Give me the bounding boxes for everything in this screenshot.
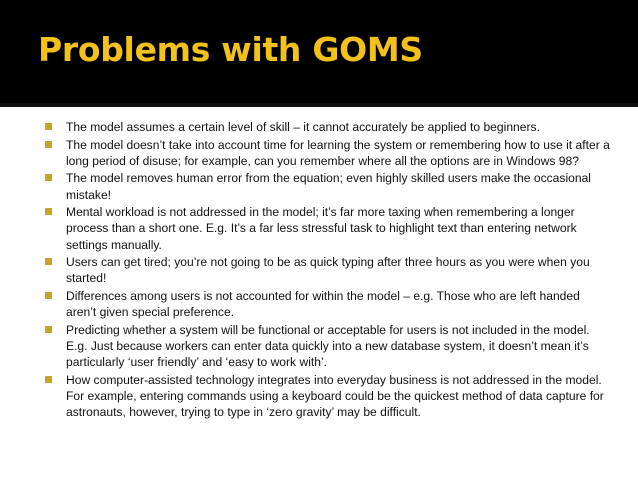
square-bullet-icon — [45, 141, 52, 148]
square-bullet-icon — [45, 174, 52, 181]
bullet-item — [45, 204, 610, 253]
bullet-list — [45, 119, 610, 422]
bullet-text: Predicting whether a system will be functional or acceptable for users is not included in the model. E.g. Just because workers can enter data quickly into a new database system, it doesn’t mean it’s particularly ‘user friendly’ and ‘easy to work with’. — [66, 322, 590, 370]
square-bullet-icon — [45, 208, 52, 215]
bullet-text: Mental workload is not addressed in the model; it’s far more taxing when remembering a longer process than a short one. E.g. It’s a far less stressful task to highlight text than entering network settings manually. — [66, 205, 577, 252]
square-bullet-icon — [45, 258, 52, 265]
bullet-item — [45, 254, 610, 286]
square-bullet-icon — [45, 123, 52, 130]
square-bullet-icon — [45, 292, 52, 299]
bullet-item — [45, 119, 610, 135]
slide-title: Problems with GOMS — [38, 30, 423, 69]
bullet-item — [45, 372, 610, 421]
bullet-item — [45, 288, 610, 320]
title-bar — [0, 0, 638, 104]
bullet-text: How computer-assisted technology integrates into everyday business is not addressed in the model. For example, entering commands using a keyboard could be the quickest method of data capture for astronauts, however, trying to type in ‘zero gravity’ may be difficult. — [66, 372, 604, 420]
bullet-item — [45, 170, 610, 202]
bullet-item — [45, 322, 610, 371]
bullet-text: The model removes human error from the equation; even highly skilled users make the occasional mistake! — [66, 171, 591, 202]
bullet-item — [45, 137, 610, 169]
bullet-text: The model assumes a certain level of skill – it cannot accurately be applied to beginners. — [66, 120, 540, 134]
square-bullet-icon — [45, 376, 52, 383]
bullet-text: Users can get tired; you’re not going to be as quick typing after three hours as you were when you started! — [66, 255, 590, 286]
square-bullet-icon — [45, 326, 52, 333]
bullet-text: The model doesn’t take into account time for learning the system or remembering how to use it after a long period of disuse; for example, can you remember where all the options are in Windows 98? — [66, 137, 610, 168]
bullet-text: Differences among users is not accounted for within the model – e.g. Those who are left handed aren’t given special preference. — [66, 288, 580, 320]
slide-body — [0, 107, 638, 479]
